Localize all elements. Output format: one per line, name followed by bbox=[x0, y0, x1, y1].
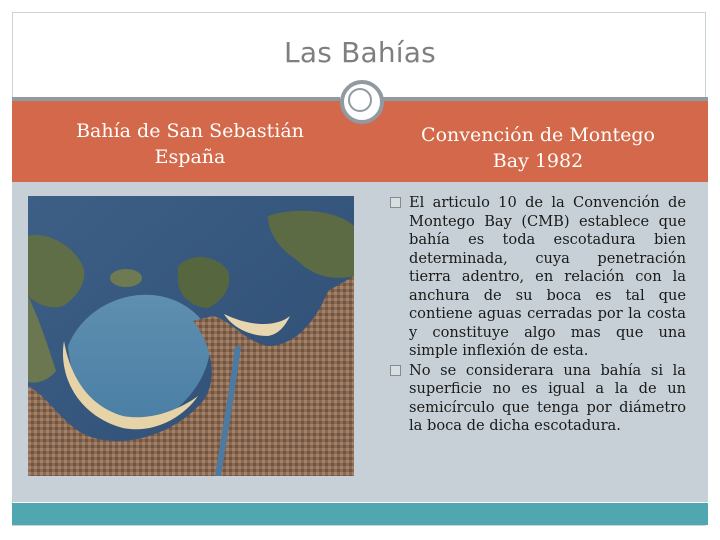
left-column-header bbox=[40, 118, 340, 170]
right-header-line-1: Convención de Montego bbox=[421, 124, 655, 146]
right-header-line-2: Bay 1982 bbox=[492, 150, 584, 172]
right-column-header bbox=[388, 122, 688, 174]
checkbox-bullet-icon bbox=[390, 365, 401, 376]
circle-ornament-inner bbox=[348, 88, 372, 112]
circle-ornament-icon bbox=[340, 80, 384, 124]
list-item bbox=[390, 194, 686, 361]
bay-aerial-photo bbox=[28, 196, 354, 476]
divider-line-left bbox=[12, 97, 340, 101]
divider-line-right bbox=[380, 97, 708, 101]
bullet-list bbox=[390, 194, 686, 437]
checkbox-bullet-icon bbox=[390, 197, 401, 208]
bullet-text-2: No se considerara una bahía si la superficie no es igual a la de un semicírculo que tenga por diámetro la boca de dicha escotadura. bbox=[409, 361, 686, 434]
bullet-text-1: El articulo 10 de la Convención de Montego Bay (CMB) establece que bahía es toda escotadura bien determinada, cuya penetración tierra adentro, en relación con la anchura de su boca es tal que contiene aguas cerradas por la costa y constituye algo mas que una simple inflexión de esta. bbox=[409, 194, 686, 359]
list-item bbox=[390, 362, 686, 436]
footer-bar bbox=[12, 503, 708, 525]
left-header-line-1: Bahía de San Sebastián bbox=[76, 120, 304, 142]
slide-title: Las Bahías bbox=[284, 36, 436, 69]
left-header-line-2: España bbox=[154, 146, 226, 168]
